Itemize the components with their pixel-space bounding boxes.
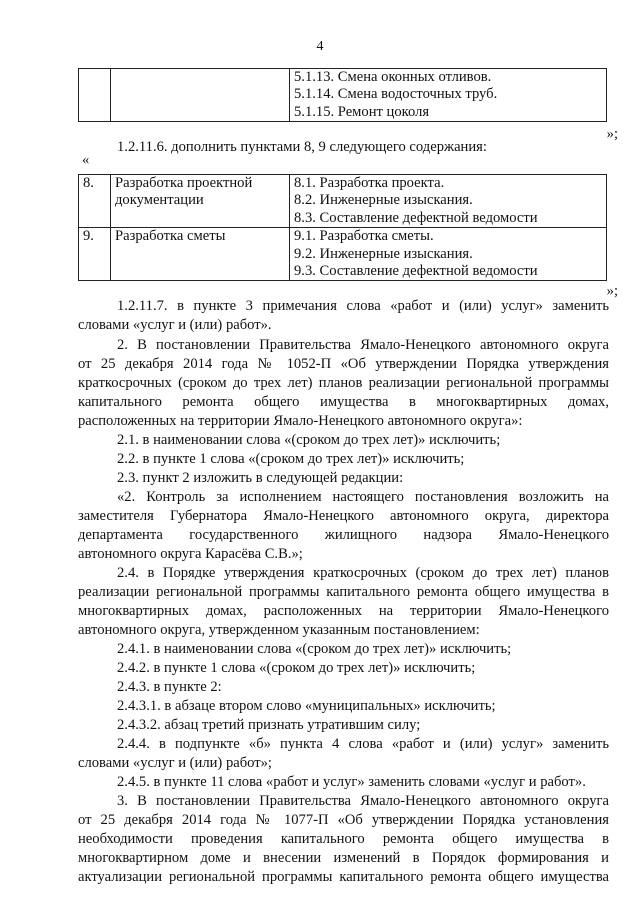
list-item: 5.1.15. Ремонт цоколя <box>294 103 430 120</box>
paragraph-line: 2.4.3.2. абзац третий признать утратившим силу; <box>117 717 421 733</box>
list-item: 5.1.14. Смена водосточных труб. <box>294 86 498 103</box>
closing-quote-mark: »; <box>606 283 618 299</box>
paragraph-line: словами «услуг и (или) работ»; <box>78 755 272 771</box>
table-cell-number: 9. <box>79 228 111 281</box>
amendment-table-continued <box>78 68 607 122</box>
paragraph-line: заместителя Губернатора Ямало-Ненецкого автономного округа, директора <box>78 508 609 524</box>
table-row <box>79 175 607 228</box>
page-number: 4 <box>316 39 324 54</box>
closing-quote-mark: »; <box>606 126 618 142</box>
paragraph-line: необходимости проведения капитального ремонта общего имущества в <box>78 831 609 847</box>
table-cell-number: 8. <box>79 175 111 228</box>
table-row <box>79 228 607 281</box>
paragraph-line: от 25 декабря 2014 года № 1052-П «Об утверждении Порядка утверждения <box>78 356 609 372</box>
table-cell-number <box>79 69 111 122</box>
list-item: 8.3. Составление дефектной ведомости <box>294 209 538 226</box>
paragraph-line: 2. В постановлении Правительства Ямало-Ненецкого автономного округа <box>117 337 609 353</box>
work-name-line: документации <box>115 192 204 209</box>
paragraph-line: 2.4.2. в пункте 1 слова «(сроком до трех лет)» исключить; <box>117 660 476 676</box>
paragraph-line: «2. Контроль за исполнением настоящего постановления возложить на <box>117 489 609 505</box>
list-item: 9.2. Инженерные изыскания. <box>294 245 473 262</box>
list-item: 5.1.13. Смена оконных отливов. <box>294 69 492 85</box>
paragraph-line: 2.3. пункт 2 изложить в следующей редакции: <box>117 470 404 486</box>
paragraph-line: 2.1. в наименовании слова «(сроком до трех лет)» исключить; <box>117 432 501 448</box>
paragraph-line: автономного округа, утвержденном указанным постановлением: <box>78 622 480 638</box>
paragraph-line: 2.4.5. в пункте 11 слова «работ и услуг» заменить словами «услуг и работ». <box>117 774 586 790</box>
paragraph-line: 2.2. в пункте 1 слова «(сроком до трех лет)» исключить; <box>117 451 465 467</box>
paragraph-1-2-11-6: 1.2.11.6. дополнить пунктами 8, 9 следующего содержания: <box>117 139 487 155</box>
paragraph-line: актуализации региональной программы капитального ремонта общего имущества <box>78 869 609 885</box>
list-item: 8.1. Разработка проекта. <box>294 175 445 191</box>
paragraph-line: капитального ремонта общего имущества в многоквартирных домах, <box>78 394 609 410</box>
paragraph-line: 3. В постановлении Правительства Ямало-Ненецкого автономного округа <box>117 793 609 809</box>
paragraph-line: департамента государственного жилищного надзора Ямало-Ненецкого <box>78 527 609 543</box>
table-cell-items <box>290 175 607 228</box>
work-name-line: Разработка сметы <box>115 228 226 245</box>
paragraph-line: 2.4.4. в подпункте «б» пункта 4 слова «работ и (или) услуг» заменить <box>117 736 609 752</box>
table-cell-items <box>290 228 607 281</box>
paragraph-line: многоквартирных домах, расположенных на территории Ямало-Ненецкого <box>78 603 609 619</box>
paragraph-line: от 25 декабря 2014 года № 1077-П «Об утверждении Порядка установления <box>78 812 609 828</box>
table-row <box>79 69 607 122</box>
table-cell-items <box>290 69 607 122</box>
paragraph-line: 2.4.3.1. в абзаце втором слово «муниципальных» исключить; <box>117 698 496 714</box>
table-cell-work-name <box>111 228 290 281</box>
work-name-line: Разработка проектной <box>115 175 253 191</box>
paragraph-line: автономного округа Карасёва С.В.»; <box>78 546 303 562</box>
opening-quote-mark: « <box>82 152 90 168</box>
paragraph-line: 2.4.1. в наименовании слова «(сроком до трех лет)» исключить; <box>117 641 512 657</box>
paragraph-line: 2.4. в Порядке утверждения краткосрочных (сроком до трех лет) планов <box>117 565 609 581</box>
table-cell-work-name <box>111 175 290 228</box>
paragraph-line: расположенных на территории Ямало-Ненецкого автономного округа»: <box>78 413 523 429</box>
paragraph-line: многоквартирном доме и внесении изменений в Порядок формирования и <box>78 850 609 866</box>
paragraph-line: 1.2.11.7. в пункте 3 примечания слова «работ и (или) услуг» заменить <box>117 298 609 314</box>
list-item: 8.2. Инженерные изыскания. <box>294 192 473 209</box>
paragraph-line: реализации региональной программы капитального ремонта общего имущества в <box>78 584 609 600</box>
paragraph-line: 2.4.3. в пункте 2: <box>117 679 222 695</box>
paragraph-line: словами «услуг и (или) работ». <box>78 317 272 333</box>
list-item: 9.1. Разработка сметы. <box>294 228 434 245</box>
table-cell-work-name <box>111 69 290 122</box>
list-item: 9.3. Составление дефектной ведомости <box>294 263 538 280</box>
amendment-table-items-8-9 <box>78 174 607 281</box>
paragraph-line: краткосрочных (сроком до трех лет) планов реализации региональной программы <box>78 375 609 391</box>
